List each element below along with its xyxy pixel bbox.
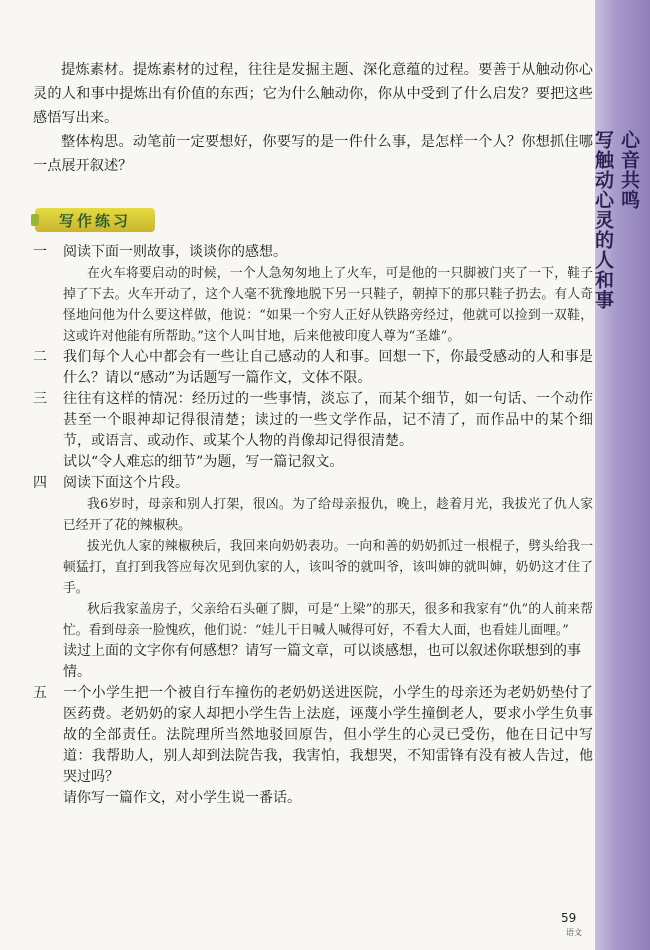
exercise-prompt: 阅读下面一则故事，谈谈你的感想。 <box>63 244 287 260</box>
exercise-number: 四 <box>33 475 47 491</box>
exercise-prompt: 我们每个人心中都会有一些让自己感动的人和事。回想一下，你最受感动的人和事是什么？请以“感动”为话题写一篇作文，文体不限。 <box>63 349 593 386</box>
unit-title: 心音共鸣 <box>618 130 640 210</box>
subject-label: 语文 <box>566 928 582 937</box>
excerpt-paragraph-1: 我6岁时，母亲和别人打架，很凶。为了给母亲报仇，晚上，趁着月光，我拔光了仇人家已经开了花的辣椒秧。 <box>63 497 593 533</box>
intro-section <box>33 58 593 178</box>
exercise-prompt: 阅读下面这个片段。 <box>63 475 189 491</box>
excerpt-paragraph-3: 秋后我家盖房子，父亲给石头砸了脚，可是“上梁”的那天，很多和我家有“仇”的人前来帮忙。看到母亲一脸愧疚，他们说：“娃儿干日喊人喊得可好，不看大人面，也看娃儿面哩。” <box>63 602 593 638</box>
story-passage: 在火车将要启动的时候，一个人急匆匆地上了火车，可是他的一只脚被门夹了一下，鞋子掉了下去。火车开动了，这个人毫不犹豫地脱下另一只鞋子，朝掉下的那只鞋子扔去。有人奇怪地问他为什么要这样做，他说：“如果一个穷人正好从铁路旁经过，他就可以捡到一双鞋，这或许对他能有所帮助。”这个人叫甘地，后来他被印度人尊为“圣雄”。 <box>63 266 593 344</box>
exercise-number: 三 <box>33 391 47 407</box>
exercise-1 <box>33 242 593 263</box>
exercise-task: 试以“令人难忘的细节”为题，写一篇记叙文。 <box>63 454 344 470</box>
page-number: 59 <box>561 911 577 925</box>
exercise-task: 请你写一篇作文，对小学生说一番话。 <box>63 790 301 806</box>
chapter-title <box>592 130 642 310</box>
exercise-list <box>33 242 593 809</box>
exercise-prompt: 一个小学生把一个被自行车撞伤的老奶奶送进医院，小学生的母亲还为老奶奶垫付了医药费。老奶奶的家人却把小学生告上法庭，诬蔑小学生撞倒老人，要求小学生负事故的全部责任。法院理所当然地驳回原告，但小学生的心灵已受伤，他在日记中写道：我帮助人，别人却到法院告我，我害怕，我想哭，不知雷锋有没有被人告过，他哭过吗？ <box>63 685 593 785</box>
chapter-sidebar <box>592 0 650 950</box>
exercise-prompt: 往往有这样的情况：经历过的一些事情，淡忘了，而某个细节，如一句话、一个动作甚至一个眼神却记得很清楚；读过的一些文学作品，记不清了，而作品中的某个细节，或语言、或动作、或某个人物的肖像却记得很清楚。 <box>63 391 593 449</box>
exercise-number: 一 <box>33 244 47 260</box>
exercise-number: 五 <box>33 685 47 701</box>
exercise-number: 二 <box>33 349 47 365</box>
exercise-3 <box>33 389 593 452</box>
excerpt-paragraph-2: 拔光仇人家的辣椒秧后，我回来向奶奶表功。一向和善的奶奶抓过一根棍子，劈头给我一顿猛打，直打到我答应每次见到仇家的人，该叫爷的就叫爷，该叫婶的就叫婶，奶奶这才住了手。 <box>63 539 593 596</box>
exercise-task: 读过上面的文字你有何感想？请写一篇文章，可以谈感想，也可以叙述你联想到的事情。 <box>63 643 581 680</box>
section-title-writing-practice: 写作练习 <box>35 208 155 232</box>
exercise-2 <box>33 347 593 389</box>
exercise-4 <box>33 473 593 494</box>
intro-paragraph-1: 提炼素材。提炼素材的过程，往往是发掘主题、深化意蕴的过程。要善于从触动你心灵的人和事中提炼出有价值的东西；它为什么触动你，你从中受到了什么启发？要把这些感悟写出来。 <box>33 62 593 126</box>
topic-title: 写触动心灵的人和事 <box>592 130 614 310</box>
intro-paragraph-2: 整体构思。动笔前一定要想好，你要写的是一件什么事，是怎样一个人？你想抓住哪一点展开叙述？ <box>33 134 593 174</box>
exercise-5 <box>33 683 593 788</box>
